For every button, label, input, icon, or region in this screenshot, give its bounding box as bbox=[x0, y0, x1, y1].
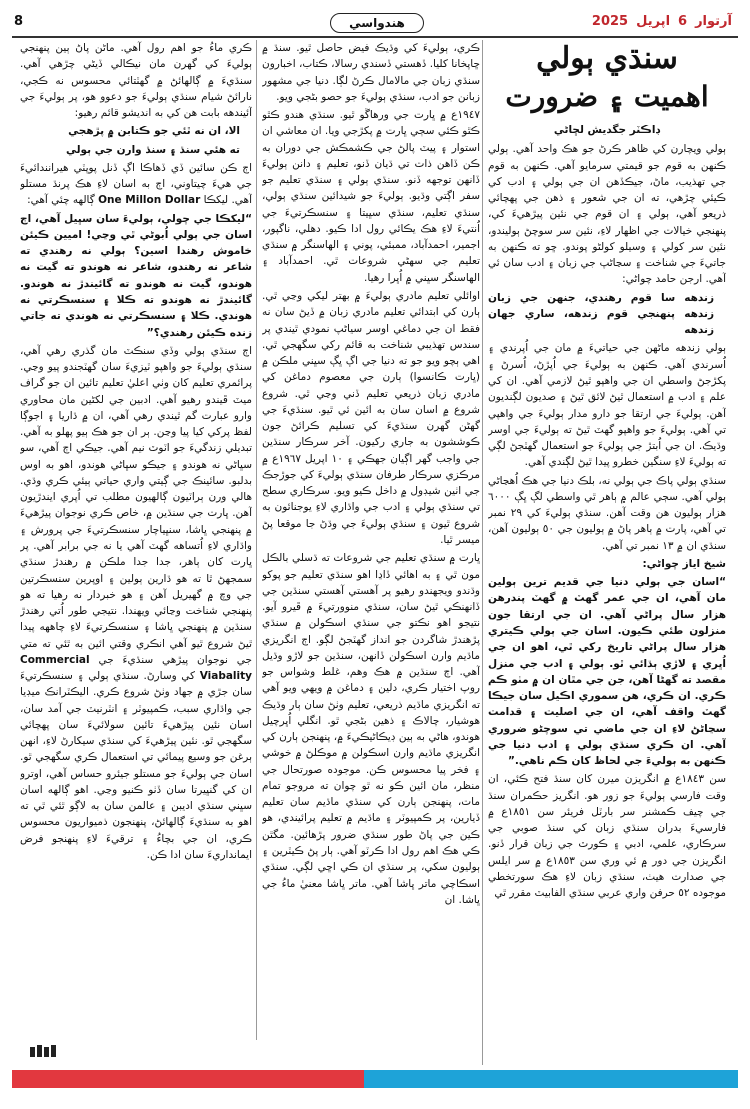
paragraph: سن ١٨٤٣ع ۾ انگريزن ميرن کان سنڌ فتح ڪئي، ان وقت فارسي ٻوليءَ جو زور هو. انگريز حڪمران سنڌ جي چيف ڪمشنر سر بارٽل فريئر سن ١٨٥١ع ۾ فارسيءَ بدران سنڌي زبان کي سنڌ صوبي جي سرڪاري، علمي، ادبي ۽ ڪورٽ جي زبان قرار ڏنو. انگريزن جي دور ۾ ئي وري سن ١٨٥٣ع ۾ سر ايلس جي صدارت هيٺ، سنڌي زبان لاءِ هڪ سورتخطي موجوده ٥٢ حرفن واري عربي سنڌي الفابيٽ مقرر ٿي bbox=[488, 773, 726, 900]
paragraph-text: ڳالهه چئي آهي: bbox=[27, 194, 95, 207]
article-title bbox=[488, 40, 726, 120]
subhead: شيخ اياز چواڻي: bbox=[642, 557, 726, 570]
paragraph: ١٩٤٧ع ۾ ڀارت جي ورهاڱو ٿيو. سنڌي هندو ڪٿو ڪٿو ڪئي سڄي ڀارت ۾ پکڙجي ويا. ان معاشي ان استوار ۽ پيٽ پالڻ جي ڪشمڪش جي دوران به ڪن ڏاهن ذات تي ڌيان ڏنو، تعليم ۽ دانن ٻوليءَ ڏانهن توجهه ڏنو. سنڌي ٻولي ۽ سنڌي تعليم جو سفر اڳتي وڌيو. ٻوليءَ جو شيدائين سنڌي ٻولي، سنڌي تعليم، سنڌي سڀيتا ۽ سنسڪرتيءَ جي اُنتيءَ لاءِ هڪ يڪائي رول ادا ڪيو. دهلي، ناگپور، اجمير، احمدآباد، ممبئي، پوني ۽ الهاسنگر ۾ سنڌي تعليم جي سهڻي شروعات ٿي. احمدآباد ۽ الهاسنگر سڀني ۾ اُڀرا رهيا. bbox=[262, 109, 480, 284]
english-phrase: One Millon Dollar bbox=[98, 194, 201, 207]
title-line-2: اهميت ۽ ضرورت bbox=[505, 80, 709, 113]
verse-line: الا، ان نه ٿئي جو ڪتابن ۾ پڙهجي bbox=[68, 125, 240, 138]
newspaper-logo: هندواسي bbox=[330, 13, 424, 33]
column-divider bbox=[482, 40, 483, 1065]
date-year: 2025 bbox=[591, 14, 629, 29]
paragraph bbox=[20, 343, 252, 864]
verse-quote: زندهه سا قوم رهندي، جنهن جي زبان زندهه پنهنجي قوم زندهه، ساري جهان زندهه bbox=[488, 291, 714, 337]
date-day: آرتوار bbox=[695, 14, 732, 29]
end-ornament-icon bbox=[30, 1045, 56, 1057]
date-num: 6 bbox=[678, 14, 688, 29]
column-divider bbox=[256, 40, 257, 1040]
issue-date bbox=[588, 14, 736, 29]
footer-bar-blue bbox=[364, 1070, 738, 1088]
paragraph: ٻولي ويچارن کي ظاهر ڪرڻ جو هڪ واحد آهي. ٻولي ڪنهن به قوم جو قيمتي سرمايو آهي. ڪنهن به قوم جي تهذيب، ماڻ، جيڪڏهن ان جي ٻولي ۽ ادب کي ڪيئي چڙهي، ته ان جي شعور ۽ ذهن جي پهچائي ذريعو آهي، ٻولي ۽ ان قوم جي نئين پيڙهيءَ کي، پنهنجي خيالات جي اظهار لاءِ، نئين سر سوچڻ ٻوليندو، نئين سر کولي ۽ وسيلو کولڻو پوندو. ڇو ته ڪنهن به جاتيءَ جي شناخت ۽ سڃاڻپ جي زبان ۽ ادب سان ئي آهي. ارجن حامد چواڻي: bbox=[488, 143, 726, 286]
paragraph-text: کي وسارڻ. سنڌي ٻولي ۽ سنسڪرتيءَ سان جڙي ۾ جهاد وٺڻ شروع ڪري. اليڪٽرانڪ ميڊيا جي واڌاري سبب، ڪمپيوٽر ۽ انٽرنيٽ جي آمد سان، اسان نئين پيڙهيءَ تائين سولائيءَ سان پهچائي سگهجي ٿو. نئين پيڙهيءَ کي سنڌي سيکارڻ لاءِ، انهن ٻرغن جو وسيع پيمائي تي استعمال ڪري سگهجي ٿو. اسان جي ٻوليءَ جو مستلو جيئرو حساس آهي، اوترو ان کي گنڀيرتا سان ڏٺو ڪنيو وڃي. اهو ڳالهه اسان سڀني سنڌي اديبن ۽ عالمن سان به لاڳو ٿئي ٿي ته اهو به سنڌيءَ ڳالهائڻ، پنهنجون ذميواريون محسوس ڪري، ان جي بچاءُ ۽ ترقيءَ لاءِ پنهنجو فرض ايمانداريءَ سان ادا ڪن. bbox=[20, 670, 252, 862]
paragraph: سنڌي ٻولي پاڪ جي ٻولي نه، بلڪ دنيا جي هڪ اُهڃاڻي ٻولي آهي. سڄي عالم ۾ ٻاهر ٿي واسطي لڳ ڀڳ ٦٠٠٠ هزار ٻوليون هن وقت آهن. سنڌي ٻوليءَ کي ٢٩ نمبر تي آهي، پارت ۾ ٻاهر پاڻ ۾ ٻوليون جي ٥٠ ٻوليون آهن، سنڌي ان ۾ ١٣ نمبر تي آهي. bbox=[488, 474, 726, 552]
paragraph: ڀارت ۾ سنڌي تعليم جي شروعات ته ڌسلي بالڪل مون ٿي ۽ به اهائي ڏاڍا اهو سنڌي تعليم جو پوکو وڌندو ويجهندو رهيو پر آهستي آهستي سنڌين جي ڏانهنڪي ٿيڻ سان، سنڌي منوورتيءَ ۾ ڦيرو آيو. نتيجو اهو نڪتو جي سنڌي اسڪولن ۾ سنڌي پڙهندڙ شاگردن جو انداز گهٽجڻ لڳو. اڄ انگريزي ماڌيم وارن اسڪولن ڏانهن، سنڌين جو لاڙو وڌيل آهي. اڄ سنڌين ۾ هڪ وهم، غلط وشواس جو روپ اختيار ڪري، دلين ۽ دماغن ۾ ويهي ويو آهي ته انگريزي ماڌيم ذريعي، تعليم وٺڻ سان ٻار وڌيڪ هوشيار، چالاڪ ۽ ذهين بڻجي ٿو. انگلي اُڀرچيل هوندو، هاڻي به ٻين ڊيڪاڻيڪيءَ ۾، پنهنجن ٻارن کي انگريزي ماڌيم وارن اسڪولن ۾ موڪلڻ ۾ خوشي ۽ فخر پيا محسوس ڪن. موجوده صورتحال جي منظر، مان ائين ڪو نه ٿو چوان ته مروجو تمام مات، پنهنجن ٻارن کي سنڌي ماڌيم سان تعليم ڏيارين، پر ڪمپيوٽر ۽ ماڌيم ۾ تعليم پرائيندي، هو ڪين جي پاڻ طور سنڌي ضرور پڙهائين. مگٿن ڪي هڪ اهم رول ادا ڪرٽو آهي. ٻار پڻ ڪيٽرين ۽ ٻوليون سکي، پر سنڌي ان ڪي اڇي لڳي. سنڌي اسڪاچي ماتر ڀاشا آهي. ماتر ڀاشا معنيٰ ماءُ جي ڀاشا. ان bbox=[262, 552, 480, 906]
english-phrase: Commercial Viabality bbox=[20, 653, 252, 683]
page-number: 8 bbox=[14, 14, 24, 29]
title-line-1: سنڌي ٻولي bbox=[536, 41, 678, 76]
footer-bar-red bbox=[12, 1070, 364, 1088]
page-header bbox=[12, 12, 738, 38]
paragraph-text: اڄ ڪن سائين ڏي ڏهاڪا اڳ ڏنل پوپٽي هيرانندائيءَ جي هيءَ چيتاوني، اڄ به اسان لاءِ هڪ پرنڌ مستلو آهي. ليکڪا bbox=[20, 161, 252, 207]
column-left bbox=[20, 40, 252, 1040]
byline: ڊاڪٽر جگديش لڇاڻي bbox=[553, 124, 661, 136]
paragraph-text: اڄ سنڌي ٻولي وڏي سنڪٽ مان گذري رهي آهي، سنڌي ٻوليءَ جو واهپو ٽيزيءَ سان گهٽجندو پيو وڃي. پرائمري تعليم کان وٺي اعليٰ تعليم تائين ان جو گراف ميٽ ڦيندو رهيو آهي. ادبين جي لکڻين مان محاوري وارو عبارت گم ٿيندي رهي آهي، ان ۾ ڌاريا ۽ اجوڳا لفظ پرکي کيا پيا وڃن. ٻر ان جو هڪ ٻيو پهلو به آهي. تبديلي زندگيءَ جو اٽوٽ نيم آهي. جيڪي اڄ آهي، سو سڀاڻي نه هوندو ۽ جيڪو سڀاڻي هوندو، اهو به اوس بدلبو. سائينڪ جي ڳيتي واري حياتي ٻيئي ڪري وڌي. هالي ورن ٻراٽيون ڳالهيون مطلب تي اُپري ايندڙيون آهن. ڀارت جي سنڌين ۾، خاص ڪري نوجوان پيڙهيءَ ۾ پنهنجي ڀاشا، سنڀياچار سنسڪرتيءَ جي پرورش ۽ واڌاري لاءِ اُتساهه گهٽ آهي يا نه جي برابر آهي. پر ڀارت کان ٻاهر، جدا جدا ملڪن ۾ رهندڙ سنڌي سمجهڻ ٿا ته هو ڌارين ٻولين ۽ اوپرين سنسڪرتين جي وچ ۾ گهيريل آهن ۽ هو خبردار نه رهيا ته هو پنهنجي شناخت وڃائي ويهندا. نتيجي طور اُتي رهندڙ سنڌين ۾ پنهنجي ڀاشا ۽ سنسڪرتيءَ لاءِ چاههه پيدا ٿيڻ شروع ٿيو آهي انڪري وقتي ائين به ٿئي ته متي جي نوجوان پيڙهي سنڌيءَ جي bbox=[20, 344, 252, 666]
paragraph: اوائلي تعليم مادري ٻوليءَ ۾ بهتر ليکي وڃي ٿي. ٻارن کي ابتدائي تعليم مادري زبان ۾ ڏيڻ سان نه فقط ان جي دماغي اوسر سياڻپ نمودي ٿيندي پر سندس تهذيبي شناخت به قائم رکي سگهجي ٿي. اهي ٻچو ويو جو ته دنيا جي اڳ ڀڳ سڀني ملڪن ۾ (ڀارت ڪانسوا) ٻارن جي معصوم دماغن کي مادري زبان ذريعي تعليم ڏني وڃي ٿي. شروع شروع ۾ اسان سان به ائين ئي ٿيو. سنڌيءَ جي گهڻن گهرن سنڌيءَ کي تسليم ڪرائڻ جون ڪوششون به جاري رکيون. آخر سرڪار سنڌين جي واجب گهر اڳيان جهڪي ۽ ١٠ اپريل ١٩٦٧ع ۾ مرڪزي سرڪار طرفان سنڌي ٻوليءَ کي جوڙجڪ جي اٺين شيڊول ۾ داخل ڪيو ويو. سرڪاري سطح تي سنڌي ٻولي ۽ ادب جي واڌاري لاءِ يوجنائون به شروع ٿيون ۽ سنڌي ٻوليءَ جي وڌڻ جا موقعا پڻ ميسر ٿيا. bbox=[262, 289, 480, 546]
paragraph: ڪري، ٻوليءَ کي وڌيڪ فيض حاصل ٿيو. سنڌ ۾ ڇاپخانا کليا. ڏهستي ڏسندي رسالا، ڪتاب، اخبارون سنڌي زبان جي مالامال ڪرڻ لڳا. دنيا جي مشهور زبانن جو ادب، سنڌي ٻوليءَ جو حصو بڻجي ويو. bbox=[262, 42, 480, 103]
column-right bbox=[488, 122, 726, 1067]
block-quote: “اسان جي ٻولي دنيا جي قديم ترين ٻولين مان آهي، ان جي عمر گهٽ ۾ گهٽ پندرهن هزار سال پراڻي آهي. ان جي ارتقا جون منزلون طئي ڪيون. اسان جي ٻولي ڪيتري هزار سال پراڻي تاريخ رکي ٿي، اهو ان جي اُڀري ۽ لاڙي ٻڌائي ٿو. ٻولي ۽ ادب جي منزل مقصد ته گهڻا آهن، جن جي مٿان ان ۾ مٺو ڪم ڪري. ان ڪري، هن سموري اڪيل سان جيڪا گهٽ واقف آهي، ان جي اصليت ۽ قدامت سڃاڻڻ لاءِ ان جي ماضي تي سوچڻو ضروري آهي. ان ڪري سنڌي ٻولي ۽ ادب دنيا جي ڪنهن به ٻوليءَ جي لحاظ کان ڪم ناهي.” bbox=[488, 576, 726, 768]
column-middle bbox=[262, 40, 480, 1065]
block-quote: “ليکڪا جي چولي، ٻوليءَ سان سڀيل آهي، اڄ اسان جي ٻولي اُبوڻي ٿي وڃي! اميين ڪيئن خاموش رهندا اسين؟ ٻولي نه رهندي ته شاعر نه رهندو، شاعر نه هوندو ته گيت نه هوندو، گيت نه هوندو ته گائيندڙ نه هوندو. گائيندڙ نه هوندو ته ڪلا ۽ سنسڪرتي نه هوندي. ڪلا ۽ سنسڪرتي نه هوندي ته جاتي زنده ڪيئن رهندي؟” bbox=[20, 212, 252, 339]
paragraph bbox=[20, 160, 252, 209]
date-month: اپريل bbox=[636, 14, 671, 29]
paragraph: ڪري ماءُ جو اهم رول آهي. ماڻن پاڻ ٻين پنهنجي ٻوليءَ کي گهرن مان نيڪالي ڏيڻي چڙهي آهي. سنڌيءَ ۾ ڳالهائڻ ۾ گهٽتائي محسوس نه ڪجي، نارائڻ شيام سنڌي ٻوليءَ جو دعوو هو، پر ٻوليءَ جي آئيندهه بابت هن کي به انديشو قائم رهيو: bbox=[20, 42, 252, 120]
paragraph: ٻولي زندهه ماڻهن جي حياتيءَ ۾ مان جي اُپرندي ۽ اُسرندي آهي. ڪنهن به ٻوليءَ جي اُپڙڻ، اُسرڻ ۽ پکڙجڻ واسطي ان جي واهپو ٿيڻ لازمي آهي. ان کي علم ۽ ادب ۾ استعمال ٿيڻ لائق ٿيڻ ۽ صديون لڳنديون آهن. ٻوليءَ جي ارتقا جو دارو مدار ٻوليءَ جي واهپي تي آهي. ٻوليءَ جو واهپو گهٽ ٿيڻ ته ٻوليءَ جي اوسر وڌيڪ. ان جي اُبتڙ جي ٻوليءَ جو استعمال گهٽجڻ لڳي ته ٻوليءَ لاءِ سنگين خطرو پيدا ٿيڻ لڳندي آهي. bbox=[488, 342, 726, 469]
verse-line: ته هئي سنڌ ۽ سنڌ وارن جي ٻولي bbox=[65, 143, 240, 156]
